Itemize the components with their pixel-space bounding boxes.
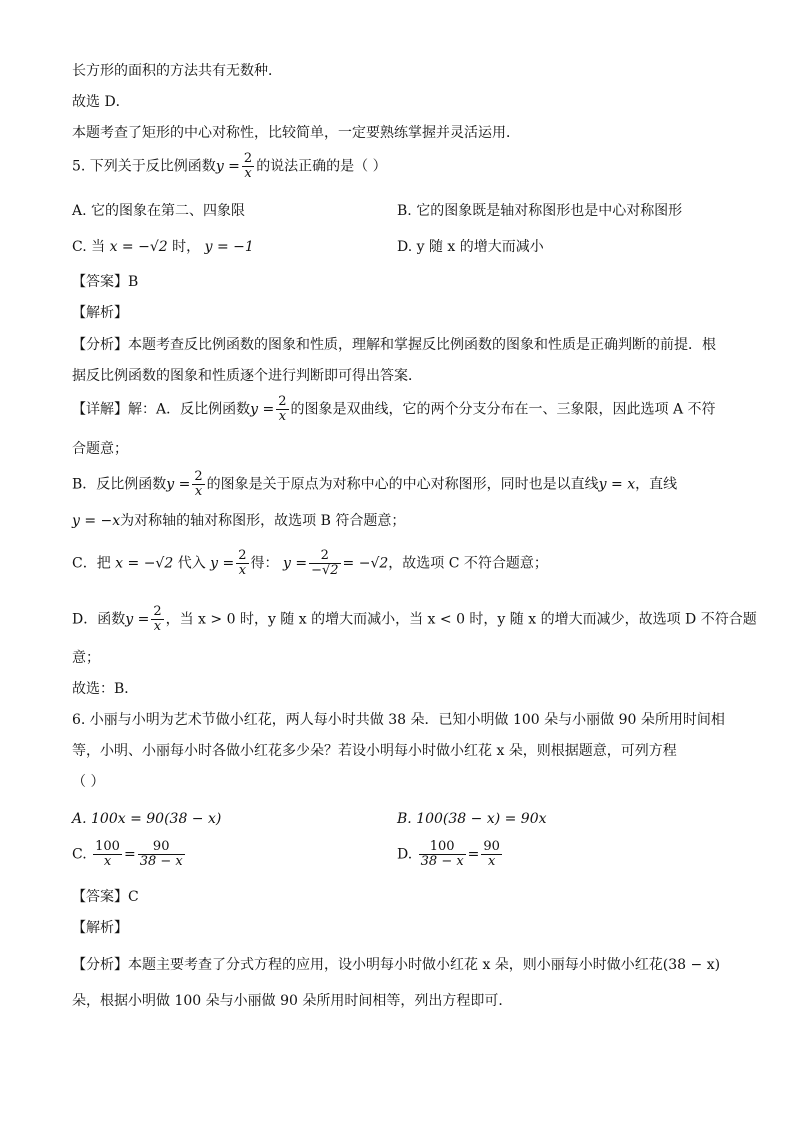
analysis-label: 【解析】 [72,920,128,936]
option-d: D. $\frac{100}{38 - x}$ = $\frac{90}{x}$ [397,839,500,869]
fraction: $\frac{90}{38 - x}$ [139,839,183,869]
fraction: $\frac{2}{x}$ [194,469,203,499]
fraction: $\frac{2}{-√2}$ [311,548,339,578]
option-a: A. 100x = 90(38 − x) [72,811,222,827]
option-b: B. 100(38 − x) = 90x [397,811,547,827]
text-line: 故选 D． [72,94,130,110]
fraction: $\frac{2}{x}$ [238,548,247,578]
question-6-stem: （ ） [72,774,105,790]
detail-d-cont: 意； [72,650,100,666]
option-c: C. 当 x = −√2 时， y = −1 [72,239,254,255]
fraction: $\frac{100}{38 - x}$ [420,839,464,869]
fraction: $\frac{2}{x}$ [243,151,253,181]
analysis-label: 【解析】 [72,305,128,321]
option-b: B. 它的图象既是轴对称图形也是中心对称图形 [397,203,683,219]
text-line: 长方形的面积的方法共有无数种． [72,63,282,79]
detail-b-cont: y = −x为对称轴的轴对称图形，故选项 B 符合题意； [72,513,406,529]
analysis-text: 【分析】本题主要考查了分式方程的应用，设小明每小时做小红花 x 朵，则小丽每小时做小红花(38 − x) [72,957,721,973]
text-line: 本题考查了矩形的中心对称性，比较简单，一定要熟练掌握并灵活运用． [72,125,520,141]
option-a: A. 它的图象在第二、四象限 [72,203,246,219]
analysis-text: 据反比例函数的图象和性质逐个进行判断即可得出答案． [72,368,422,384]
detail-d: D．函数y = $\frac{2}{x}$ ，当 x > 0 时，y 随 x 的增大而减小，当 x < 0 时，y 随 x 的增大而减少，故选项 D 不符合题 [72,604,757,634]
detail-a-cont: 合题意； [72,441,128,457]
conclusion: 故选：B． [72,681,139,697]
detail-a: 【详解】解：A．反比例函数y = $\frac{2}{x}$ 的图象是双曲线，它的两个分支分布在一、三象限，因此选项 A 不符 [72,394,716,424]
question-6-stem: 等，小明、小丽每小时各做小红花多少朵？若设小明每小时做小红花 x 朵，则根据题意，可列方程 [72,743,677,759]
analysis-text: 朵，根据小明做 100 朵与小丽做 90 朵所用时间相等，列出方程即可． [72,993,513,1009]
analysis-text: 【分析】本题考查反比例函数的图象和性质，理解和掌握反比例函数的图象和性质是正确判断的前提．根 [72,337,716,353]
detail-c: C．把 x = −√2 代入 y = $\frac{2}{x}$ 得： y = $\frac{2}{-√2}$ = −√2，故选项 C 不符合题意； [72,548,548,578]
answer-label: 【答案】B [72,274,139,290]
fraction: $\frac{2}{x}$ [278,394,287,424]
option-c: C. $\frac{100}{x}$ = $\frac{90}{38 - x}$ [72,839,183,869]
fraction: $\frac{90}{x}$ [483,839,500,869]
answer-label: 【答案】C [72,889,139,905]
fraction: $\frac{2}{x}$ [153,604,162,634]
option-d: D. y 随 x 的增大而减小 [397,239,544,255]
fraction: $\frac{100}{x}$ [95,839,120,869]
detail-b: B．反比例函数y = $\frac{2}{x}$ 的图象是关于原点为对称中心的中心对称图形，同时也是以直线y = x，直线 [72,469,678,499]
question-5-stem: 5. 下列关于反比例函数y = $\frac{2}{x}$ 的说法正确的是（ ） [72,151,387,181]
question-6-stem: 6. 小丽与小明为艺术节做小红花，两人每小时共做 38 朵．已知小明做 100 朵与小丽做 90 朵所用时间相 [72,712,725,728]
